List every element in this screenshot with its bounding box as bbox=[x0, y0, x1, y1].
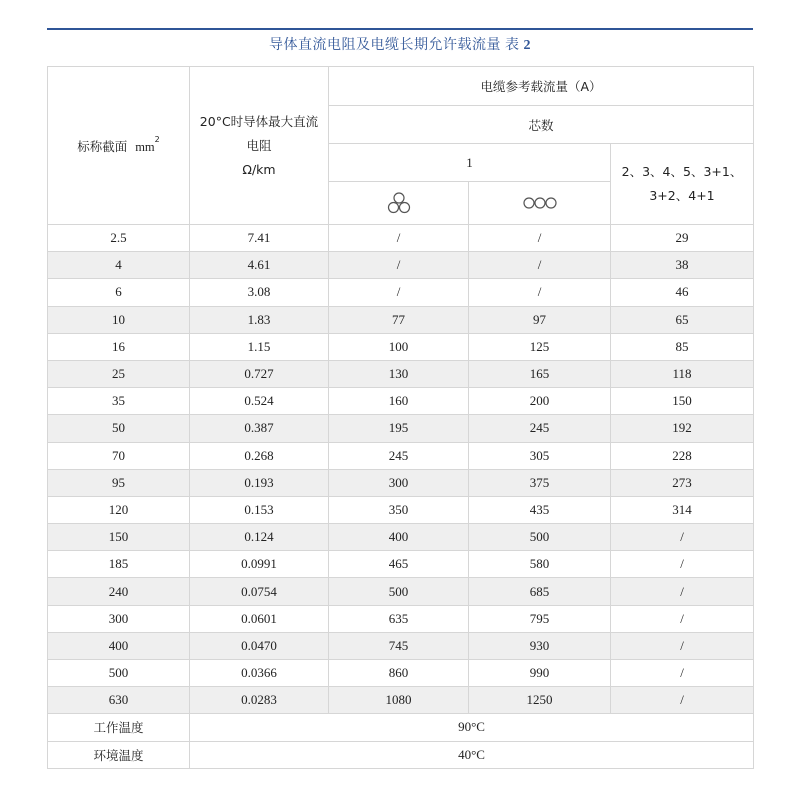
table-row bbox=[48, 469, 754, 496]
cell-multi: 314 bbox=[611, 496, 754, 523]
cell-flat: 685 bbox=[469, 578, 611, 605]
cell-resistance: 0.0991 bbox=[190, 551, 329, 578]
cell-section: 120 bbox=[48, 496, 190, 523]
cell-trefoil: 195 bbox=[329, 415, 469, 442]
cell-trefoil: 745 bbox=[329, 632, 469, 659]
footer-label: 工作温度 bbox=[48, 714, 190, 741]
footer-value: 90°C bbox=[190, 714, 754, 741]
header-multi-core: 2、3、4、5、3+1、 3+2、4+1 bbox=[611, 144, 754, 225]
cell-resistance: 0.0601 bbox=[190, 605, 329, 632]
cell-flat: 795 bbox=[469, 605, 611, 632]
cell-flat: 245 bbox=[469, 415, 611, 442]
cell-trefoil: 500 bbox=[329, 578, 469, 605]
table-row bbox=[48, 496, 754, 523]
cell-section: 25 bbox=[48, 360, 190, 387]
trefoil-arrangement-icon bbox=[329, 182, 469, 225]
table-row bbox=[48, 442, 754, 469]
cell-section: 240 bbox=[48, 578, 190, 605]
cell-trefoil: / bbox=[329, 279, 469, 306]
cell-flat: 305 bbox=[469, 442, 611, 469]
cell-resistance: 0.387 bbox=[190, 415, 329, 442]
cell-trefoil: 350 bbox=[329, 496, 469, 523]
cell-flat: 990 bbox=[469, 660, 611, 687]
cell-resistance: 0.124 bbox=[190, 524, 329, 551]
cell-flat: 165 bbox=[469, 360, 611, 387]
header-resistance: 20°C时导体最大直流 电阻 Ω/km bbox=[190, 67, 329, 225]
cell-multi: 85 bbox=[611, 333, 754, 360]
cell-multi: 118 bbox=[611, 360, 754, 387]
footer-row bbox=[48, 714, 754, 741]
flat-arrangement-icon bbox=[469, 182, 611, 225]
header-row-1 bbox=[48, 67, 754, 106]
cell-resistance: 7.41 bbox=[190, 225, 329, 252]
cell-trefoil: 160 bbox=[329, 388, 469, 415]
cell-multi: / bbox=[611, 578, 754, 605]
cell-trefoil: / bbox=[329, 252, 469, 279]
cell-section: 16 bbox=[48, 333, 190, 360]
cell-resistance: 0.153 bbox=[190, 496, 329, 523]
table-row bbox=[48, 388, 754, 415]
cell-resistance: 0.727 bbox=[190, 360, 329, 387]
cell-resistance: 0.0283 bbox=[190, 687, 329, 714]
cell-trefoil: / bbox=[329, 225, 469, 252]
header-single-core: 1 bbox=[329, 144, 611, 182]
cell-multi: / bbox=[611, 687, 754, 714]
cell-flat: 125 bbox=[469, 333, 611, 360]
cell-flat: 435 bbox=[469, 496, 611, 523]
cell-flat: 1250 bbox=[469, 687, 611, 714]
cell-multi: / bbox=[611, 605, 754, 632]
cell-multi: 273 bbox=[611, 469, 754, 496]
cell-flat: 500 bbox=[469, 524, 611, 551]
table-row bbox=[48, 660, 754, 687]
cell-resistance: 4.61 bbox=[190, 252, 329, 279]
cell-multi: / bbox=[611, 551, 754, 578]
footer-row bbox=[48, 741, 754, 768]
header-cores: 芯数 bbox=[329, 106, 754, 144]
cell-section: 4 bbox=[48, 252, 190, 279]
cell-section: 95 bbox=[48, 469, 190, 496]
table-row bbox=[48, 687, 754, 714]
cell-flat: / bbox=[469, 252, 611, 279]
cell-multi: 228 bbox=[611, 442, 754, 469]
table-row bbox=[48, 306, 754, 333]
table-row bbox=[48, 524, 754, 551]
header-section: 标称截面 $mm^2$ bbox=[48, 67, 190, 225]
cell-trefoil: 77 bbox=[329, 306, 469, 333]
cell-section: 6 bbox=[48, 279, 190, 306]
table-row bbox=[48, 415, 754, 442]
table-row bbox=[48, 551, 754, 578]
cell-resistance: 0.524 bbox=[190, 388, 329, 415]
cell-section: 2.5 bbox=[48, 225, 190, 252]
cell-flat: 200 bbox=[469, 388, 611, 415]
cell-flat: 97 bbox=[469, 306, 611, 333]
footer-value: 40°C bbox=[190, 741, 754, 768]
cell-section: 300 bbox=[48, 605, 190, 632]
table-row bbox=[48, 225, 754, 252]
cell-multi: / bbox=[611, 524, 754, 551]
table-row bbox=[48, 333, 754, 360]
header-ampacity: 电缆参考载流量（A） bbox=[329, 67, 754, 106]
cell-flat: 580 bbox=[469, 551, 611, 578]
table-row bbox=[48, 605, 754, 632]
table-row bbox=[48, 632, 754, 659]
cell-resistance: 0.0366 bbox=[190, 660, 329, 687]
cell-resistance: 0.193 bbox=[190, 469, 329, 496]
cell-multi: 192 bbox=[611, 415, 754, 442]
cell-flat: 930 bbox=[469, 632, 611, 659]
cell-trefoil: 100 bbox=[329, 333, 469, 360]
cell-trefoil: 465 bbox=[329, 551, 469, 578]
cell-multi: 150 bbox=[611, 388, 754, 415]
cell-section: 10 bbox=[48, 306, 190, 333]
cell-multi: / bbox=[611, 632, 754, 659]
table-row bbox=[48, 279, 754, 306]
cell-resistance: 0.268 bbox=[190, 442, 329, 469]
cell-section: 35 bbox=[48, 388, 190, 415]
cell-section: 50 bbox=[48, 415, 190, 442]
cell-multi: / bbox=[611, 660, 754, 687]
cell-flat: 375 bbox=[469, 469, 611, 496]
cell-flat: / bbox=[469, 225, 611, 252]
cell-resistance: 1.83 bbox=[190, 306, 329, 333]
table-title-text: 导体直流电阻及电缆长期允许载流量 表 bbox=[269, 38, 520, 53]
cell-section: 150 bbox=[48, 524, 190, 551]
cell-multi: 38 bbox=[611, 252, 754, 279]
cell-resistance: 3.08 bbox=[190, 279, 329, 306]
cell-resistance: 0.0754 bbox=[190, 578, 329, 605]
cell-section: 400 bbox=[48, 632, 190, 659]
cell-section: 630 bbox=[48, 687, 190, 714]
cell-trefoil: 400 bbox=[329, 524, 469, 551]
cell-section: 500 bbox=[48, 660, 190, 687]
cable-spec-table bbox=[47, 66, 754, 769]
cell-multi: 46 bbox=[611, 279, 754, 306]
table-title-number: 2 bbox=[523, 38, 531, 53]
cell-flat: / bbox=[469, 279, 611, 306]
cell-multi: 29 bbox=[611, 225, 754, 252]
table-row bbox=[48, 360, 754, 387]
cell-trefoil: 635 bbox=[329, 605, 469, 632]
cell-resistance: 1.15 bbox=[190, 333, 329, 360]
table-row bbox=[48, 252, 754, 279]
cell-resistance: 0.0470 bbox=[190, 632, 329, 659]
title-rule bbox=[47, 28, 753, 30]
cell-trefoil: 245 bbox=[329, 442, 469, 469]
cell-multi: 65 bbox=[611, 306, 754, 333]
footer-label: 环境温度 bbox=[48, 741, 190, 768]
table-row bbox=[48, 578, 754, 605]
cell-section: 70 bbox=[48, 442, 190, 469]
cell-trefoil: 1080 bbox=[329, 687, 469, 714]
cell-section: 185 bbox=[48, 551, 190, 578]
cell-trefoil: 130 bbox=[329, 360, 469, 387]
cell-trefoil: 860 bbox=[329, 660, 469, 687]
table-title bbox=[47, 34, 753, 54]
cell-trefoil: 300 bbox=[329, 469, 469, 496]
